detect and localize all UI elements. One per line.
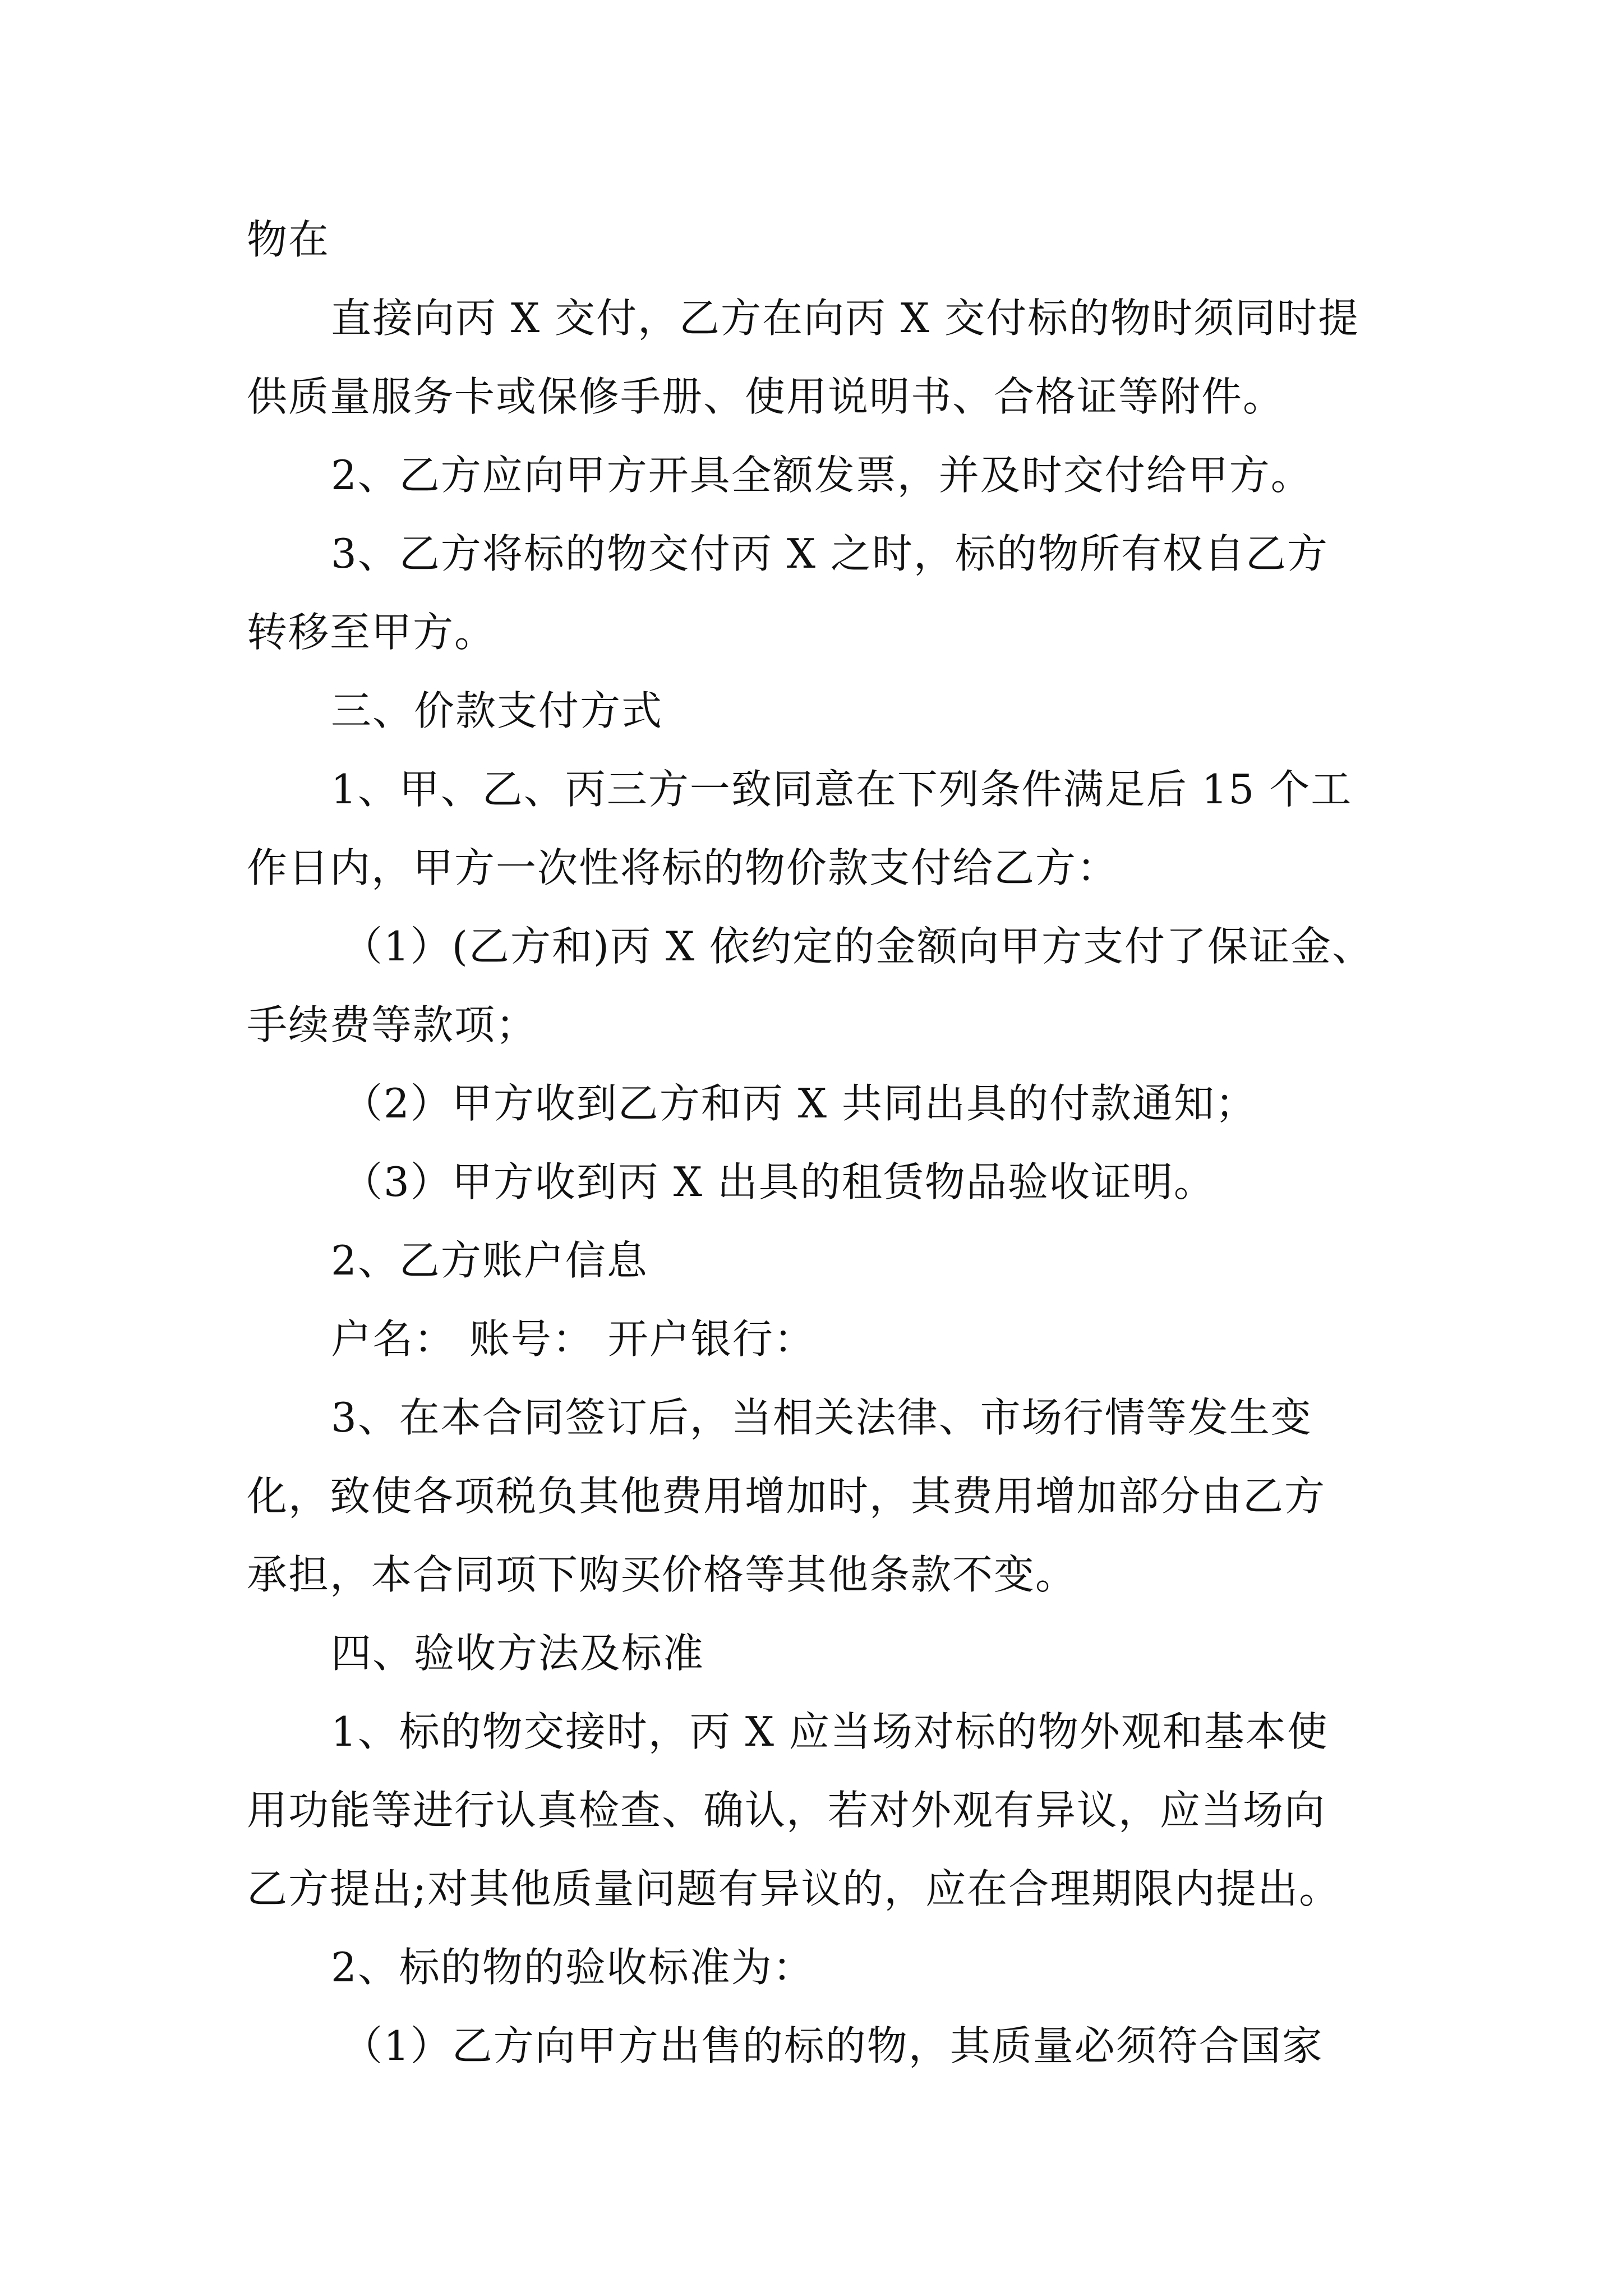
text-line: 乙方提出;对其他质量问题有异议的，应在合理期限内提出。: [247, 1865, 1341, 1912]
text-line: 直接向丙 X 交付，乙方在向丙 X 交付标的物时须同时提: [331, 295, 1360, 342]
section-heading: 三、价款支付方式: [331, 687, 663, 734]
section-heading: 四、验收方法及标准: [331, 1630, 705, 1677]
text-line: 2、标的物的验收标准为：: [331, 1944, 814, 1991]
text-line: （3）甲方收到丙 X 出具的租赁物品验收证明。: [342, 1158, 1215, 1205]
text-line: 化，致使各项税负其他费用增加时，其费用增加部分由乙方: [247, 1473, 1326, 1520]
text-line: 物在: [247, 216, 330, 263]
account-info-line: 户名： 账号： 开户银行：: [331, 1315, 815, 1363]
text-line: （1）(乙方和)丙 X 依约定的金额向甲方支付了保证金、: [342, 923, 1374, 970]
text-line: （2）甲方收到乙方和丙 X 共同出具的付款通知；: [342, 1080, 1257, 1127]
text-line: 作日内，甲方一次性将标的物价款支付给乙方：: [247, 844, 1119, 891]
text-line: 用功能等进行认真检查、确认，若对外观有异议，应当场向: [247, 1787, 1326, 1834]
text-line: 1、甲、乙、丙三方一致同意在下列条件满足后 15 个工: [331, 766, 1353, 813]
text-line: 3、乙方将标的物交付丙 X 之时，标的物所有权自乙方: [331, 530, 1329, 577]
text-line: 1、标的物交接时，丙 X 应当场对标的物外观和基本使: [331, 1708, 1329, 1755]
text-line: 2、乙方账户信息: [331, 1237, 648, 1284]
text-line: 转移至甲方。: [247, 609, 496, 656]
text-line: 手续费等款项；: [247, 1001, 538, 1048]
text-line: 承担，本合同项下购买价格等其他条款不变。: [247, 1551, 1077, 1598]
text-line: 供质量服务卡或保修手册、使用说明书、合格证等附件。: [247, 373, 1285, 420]
text-line: 3、在本合同签订后，当相关法律、市场行情等发生变: [331, 1394, 1312, 1441]
text-line: 2、乙方应向甲方开具全额发票，并及时交付给甲方。: [331, 452, 1312, 499]
text-line: （1）乙方向甲方出售的标的物，其质量必须符合国家: [342, 2022, 1324, 2069]
